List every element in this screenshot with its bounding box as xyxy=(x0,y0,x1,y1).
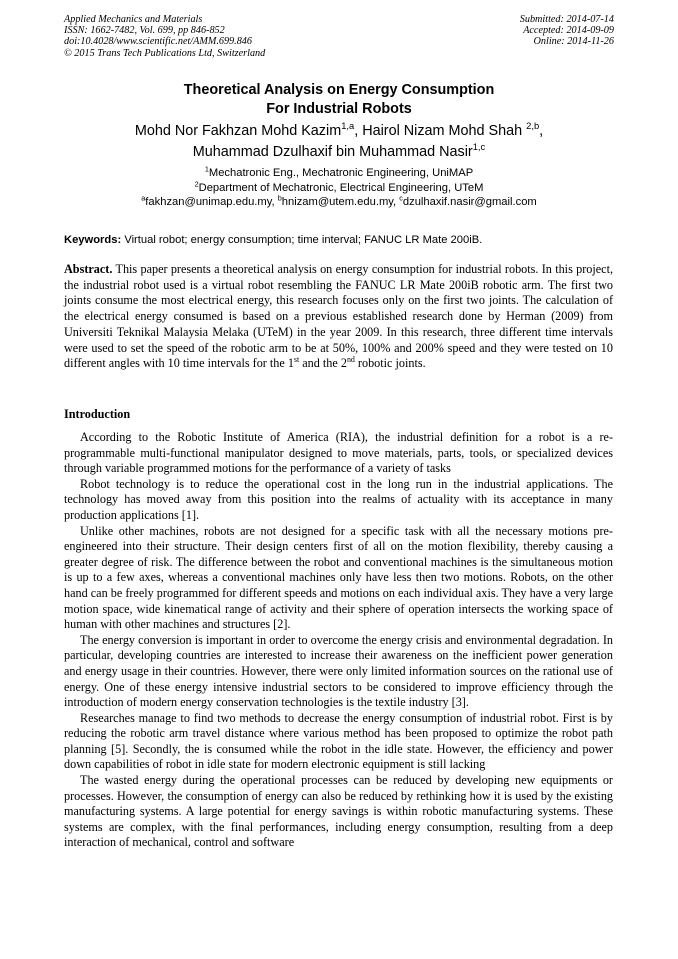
keywords-text: Virtual robot; energy consumption; time interval; FANUC LR Mate 200iB. xyxy=(124,234,483,246)
title-line-2: For Industrial Robots xyxy=(266,100,412,117)
author-1: Mohd Nor Fakhzan Mohd Kazim xyxy=(134,123,342,139)
paragraph: The wasted energy during the operational processes can be reduced by developing new equipments or processes. However, the consumption of energy can also be reduced by rethinking how it is used by the existing manufacturing systems. A large potential for energy savings is within robotic manufacturing systems. These systems are complex, with the final performances, including energy consumption, resulting from a deep interaction of mechanical, control and software xyxy=(64,773,613,850)
paragraph: According to the Robotic Institute of America (RIA), the industrial definition for a robot is a re-programmable multi-functional manipulator designed to move materials, parts, tools, or specialized devices through variable programmed motions for the performance of a variety of tasks xyxy=(64,430,613,476)
journal-issn: ISSN: 1662-7482, Vol. 699, pp 846-852 xyxy=(64,25,225,37)
abstract: Abstract. This paper presents a theoretical analysis on energy consumption for industrial robots. In this project, the industrial robot used is a virtual robot resembling the FANUC LR Mate 200iB robotic arm. The first two joints consume the most electrical energy, this research focuses only on the first two joints. The calculation of the electrical energy consumed is based on a previous established research done by Herman (2009) from Universiti Teknikal Malaysia Melaka (UTeM) in the year 2009. In this research, three different time intervals were used to set the speed of the robotic arm to be at 50%, 100% and 200% speed and they were tested on 10 different angles with 10 time intervals for the 1st and the 2nd robotic joints. xyxy=(64,262,613,371)
author-2-mark: 2,b xyxy=(526,121,540,132)
online-date: Online: 2014-11-26 xyxy=(533,36,614,48)
journal-header xyxy=(64,14,265,59)
title-line-1: Theoretical Analysis on Energy Consumption xyxy=(183,82,495,98)
author-2: Hairol Nizam Mohd Shah xyxy=(362,123,523,139)
author-3-mark: 1,c xyxy=(472,141,486,152)
submitted-date: Submitted: 2014-07-14 xyxy=(519,14,614,25)
keywords xyxy=(64,233,624,247)
author-line-2 xyxy=(0,142,678,163)
affiliations xyxy=(0,166,678,210)
email-c: dzulhaxif.nasir@gmail.com xyxy=(402,196,537,208)
journal-copyright: © 2015 Trans Tech Publications Ltd, Switzerland xyxy=(64,47,266,59)
email-a: fakhzan@unimap.edu.my, xyxy=(145,196,275,208)
author-line-1: Mohd Nor Fakhzan Mohd Kazim$^{1,a}$, Hairol Nizam Mohd Shah $^{2,b}$, xyxy=(134,121,544,139)
paragraph: Researches manage to find two methods to decrease the energy consumption of industrial robot. First is by reducing the robotic arm travel distance where various method has been proposed to optimize the robot path planning [5]. Secondly, the is consumed while the robot in the idle state. However, the efficiency and power down capabilities of robot in idle state for modern electronic equipment is still lacking xyxy=(64,710,613,772)
journal-doi: doi:10.4028/www.scientific.net/AMM.699.846 xyxy=(64,36,252,48)
paragraph: Robot technology is to reduce the operational cost in the long run in the industrial applications. The technology has moved away from this position into the realms of actuality with its acceptance in many production applications [1]. xyxy=(64,476,613,522)
abstract-label: Abstract. xyxy=(64,262,113,276)
author-list xyxy=(0,121,678,162)
paper-title xyxy=(0,81,678,118)
affiliation-1: $^1$Mechatronic Eng., Mechatronic Engineering, UniMAP xyxy=(204,164,474,179)
accepted-date: Accepted: 2014-09-09 xyxy=(523,25,614,37)
abstract-text: This paper presents a theoretical analysis on energy consumption for industrial robots. In this project, the industrial robot used is a virtual robot resembling the FANUC LR Mate 200iB robotic arm. The first two joints consume the most electrical energy, this research focuses only on the first two joints. The calculation of the electrical energy consumed is based on a previous established research done by Herman (2009) from Universiti Teknikal Malaysia Melaka (UTeM) in the year 2009. In this research, three different time intervals were used to set the speed of the robotic arm to be at 50%, 100% and 200% speed and they were tested on 10 different angles with 10 time intervals for the 1 xyxy=(64,262,613,371)
paragraph: The energy conversion is important in order to overcome the energy crisis and environmental degradation. In particular, developing countries are interested to increase their awareness on the inefficient power generation and energy usage in their countries. However, there were only limited information sources on the rational use of energy. One of these energy intensive industrial sectors to be considered to improve efficiency through the introduction of modern energy conservation technologies is the textile industry [3]. xyxy=(64,632,613,710)
author-3: Muhammad Dzulhaxif bin Muhammad Nasir xyxy=(192,143,473,160)
introduction-body xyxy=(64,430,613,851)
email-b: hnizam@utem.edu.my, xyxy=(281,196,397,208)
journal-name: Applied Mechanics and Materials xyxy=(64,14,203,25)
paragraph: Unlike other machines, robots are not designed for a specific task with all the necessary motions pre-engineered into their structure. Their design centers first of all on the motion flexibility, thereby causing a greater degree of risk. The difference between the robot and conventional machines is the simultaneous motion is up to a few axes, whereas a conventional machines only have less then two motions. Robots, on the other hand can be freely programmed for different speeds and motions on each individual axis. They have a very large motion space, wide kinematical range of activity and their sphere of operation intersects the working space of human with other machines and structures [2]. xyxy=(64,523,613,632)
keywords-label: Keywords: xyxy=(64,234,122,246)
introduction-heading: Introduction xyxy=(64,407,131,421)
affiliation-2: $^2$Department of Mechatronic, Electrical Engineering, UTeM xyxy=(194,178,484,194)
author-emails: $^a$fakhzan@unimap.edu.my, $^b$hnizam@utem.edu.my, $^c$dzulhaxif.nasir@gmail.com xyxy=(141,193,537,208)
submission-dates xyxy=(520,14,614,48)
author-1-mark: 1,a xyxy=(341,121,355,132)
